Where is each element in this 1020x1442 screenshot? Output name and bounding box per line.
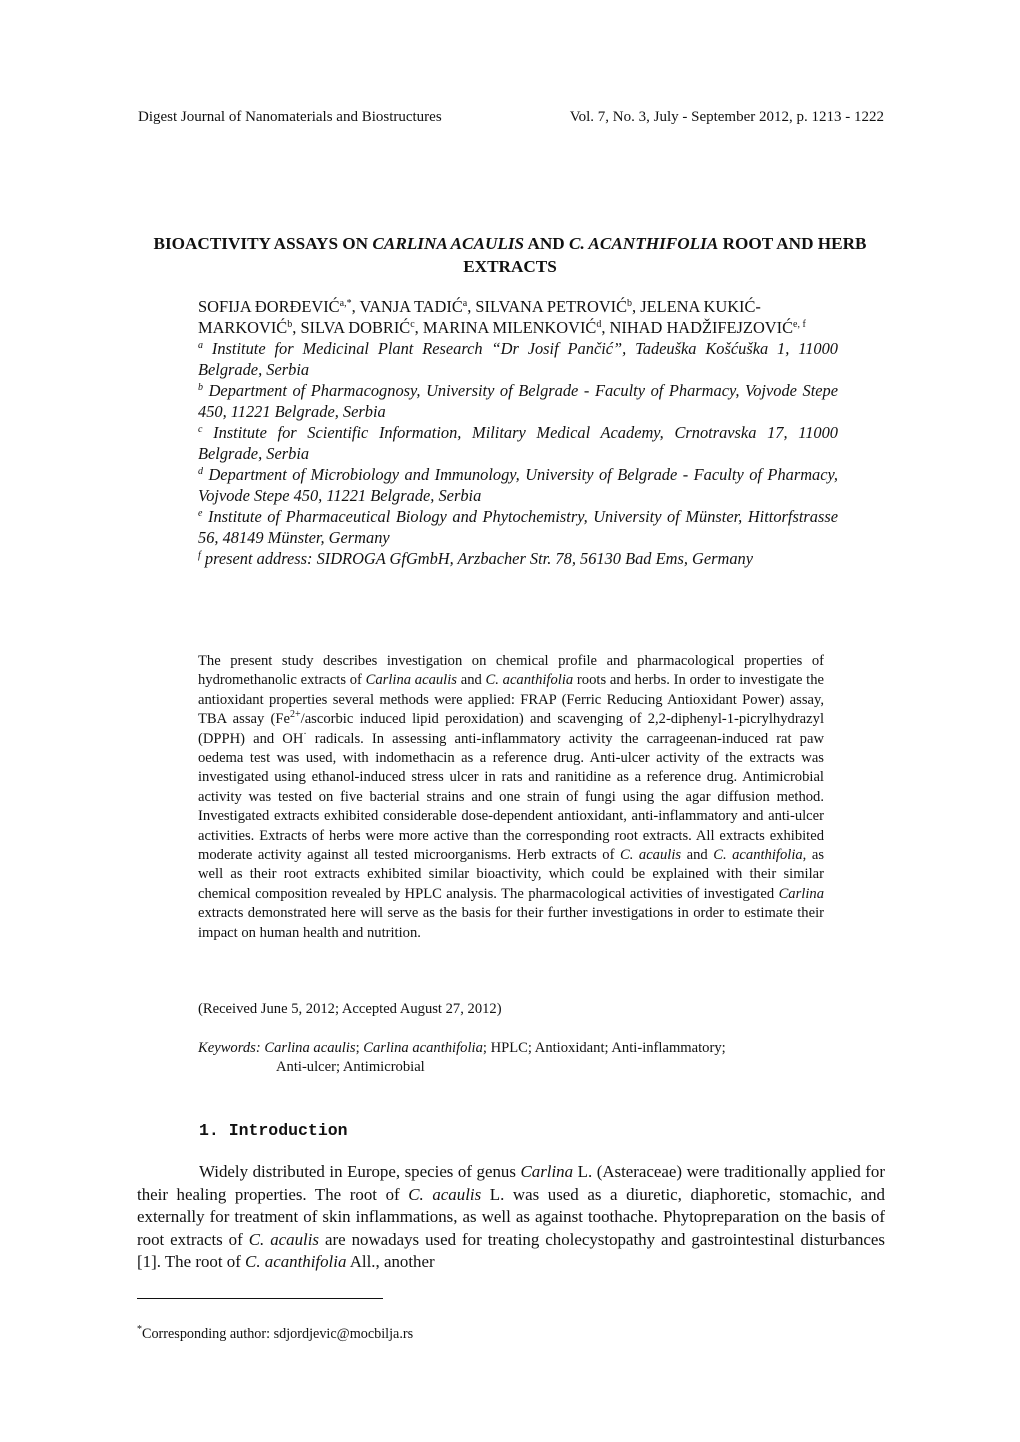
affiliation-b — [198, 380, 838, 422]
italic-text: C. acaulis — [408, 1184, 482, 1204]
affiliation-text: Institute for Medicinal Plant Research “Dr Josif Pančić”, Tadeuška Košćuška 1, 11000 Belgrade, Serbia — [198, 339, 838, 379]
text-segment: , JELENA KUKIĆ-MARKOVIĆ — [198, 297, 761, 337]
superscript: b — [287, 319, 293, 330]
superscript: a,* — [339, 298, 352, 309]
text-segment: BIOACTIVITY ASSAYS ON — [153, 234, 373, 253]
italic-text: C. acaulis — [619, 847, 682, 864]
author-list — [198, 296, 838, 338]
footnote-mark: * — [137, 1324, 142, 1335]
superscript: c — [410, 319, 415, 330]
introduction-paragraph — [137, 1161, 885, 1274]
italic-text: CARLINA ACAULIS — [372, 234, 525, 253]
affiliation-text: Institute for Scientific Information, Military Medical Academy, Crnotravska 17, 11000 Belgrade, Serbia — [198, 423, 838, 463]
volume-info: Vol. 7, No. 3, July - September 2012, p. 1213 - 1222 — [569, 109, 884, 125]
italic-text: C. acanthifolia — [245, 1252, 347, 1272]
text-segment: L. (Asteraceae) were traditionally applied for their healing properties. The root of — [137, 1162, 886, 1204]
affiliation-text: Institute of Pharmaceutical Biology and Phytochemistry, University of Münster, Hittorfstrasse 56, 48149 Münster, Germany — [198, 507, 838, 547]
text-segment: and — [681, 847, 714, 864]
text-segment: radicals. In assessing anti-inflammatory activity the carrageenan-induced rat paw oedema test was used, with indomethacin as a reference drug. Anti-ulcer activity of the extracts was investigated using ethanol-induced stress ulcer in rats and ranitidine as a reference drug. Antimicrobial activity was tested on five bacterial strains and one strain of fungi using the agar diffusion method. Investigated extracts exhibited considerable dose-dependent antioxidant, anti-inflammatory and anti-ulcer activities. Extracts of herbs were more active than the corresponding root extracts. All extracts exhibited moderate activity against all tested microorganisms. Herb extracts of — [198, 730, 824, 864]
italic-text: Carlina — [778, 885, 824, 902]
received-dates: (Received June 5, 2012; Accepted August 27, 2012) — [198, 1001, 502, 1017]
affiliation-e — [198, 506, 838, 548]
keywords-line-1 — [261, 1040, 726, 1056]
affiliation-c — [198, 422, 838, 464]
text-segment: L. was used as a diuretic, diaphoretic, stomachic, and externally for treatment of skin inflammations, as well as against toothache. Phytopreparation on the basis of root extracts of — [137, 1184, 885, 1249]
paper-title — [120, 232, 900, 278]
text-segment: , SILVANA PETROVIĆ — [467, 297, 628, 316]
text-segment: , MARINA MILENKOVIĆ — [414, 318, 597, 337]
affiliation-mark: f — [198, 550, 201, 561]
text-segment: , SILVA DOBRIĆ — [292, 318, 411, 337]
keywords — [198, 1039, 828, 1078]
italic-text: C. acaulis — [248, 1229, 319, 1249]
keywords-line-2: Anti-ulcer; Antimicrobial — [276, 1059, 425, 1076]
text-segment: All., another — [346, 1252, 435, 1272]
italic-text: C. acanthifolia — [713, 847, 803, 864]
affiliation-mark: a — [198, 340, 203, 351]
text-segment: AND — [524, 234, 569, 253]
italic-text: Carlina acaulis — [264, 1040, 356, 1056]
text-segment: extracts demonstrated here will serve as the basis for their further investigations in order to estimate their impact on human health and nutrition. — [198, 905, 824, 941]
author-block — [198, 296, 838, 569]
footnote-divider — [137, 1298, 383, 1299]
affiliation-mark: e — [198, 508, 203, 519]
journal-name: Digest Journal of Nanomaterials and Biostructures — [138, 109, 442, 125]
affiliation-mark: c — [198, 424, 203, 435]
text-segment: are nowadays used for treating cholecystopathy and gastrointestinal disturbances [1]. The root of — [137, 1229, 885, 1272]
italic-text: Carlina acaulis — [365, 672, 457, 689]
affiliation-text: Department of Microbiology and Immunology, University of Belgrade - Faculty of Pharmacy, Vojvode Stepe 450, 11221 Belgrade, Serbia — [198, 465, 838, 505]
text-segment: ROOT AND HERB EXTRACTS — [463, 234, 867, 276]
text-segment: /ascorbic induced lipid peroxidation) and scavenging of 2,2-diphenyl-1-picrylhydrazyl (DPPH) and OH — [198, 711, 824, 747]
keywords-label: Keywords: — [198, 1040, 261, 1056]
affiliation-text: present address: SIDROGA GfGmbH, Arzbacher Str. 78, 56130 Bad Ems, Germany — [200, 549, 754, 568]
italic-text: Carlina — [520, 1162, 574, 1181]
affiliation-d — [198, 464, 838, 506]
section-heading-introduction: 1. Introduction — [199, 1121, 348, 1140]
superscript: 2+ — [290, 709, 301, 721]
superscript: a — [462, 298, 468, 309]
affiliation-text: Department of Pharmacognosy, University of Belgrade - Faculty of Pharmacy, Vojvode Stepe 450, 11221 Belgrade, Serbia — [198, 381, 838, 421]
affiliation-a — [198, 338, 838, 380]
affiliation-mark: d — [198, 466, 203, 477]
abstract — [198, 652, 824, 943]
text-segment: SOFIJA ĐORĐEVIĆ — [198, 297, 340, 316]
affiliation-mark: b — [198, 382, 203, 393]
italic-text: C. ACANTHIFOLIA — [569, 234, 719, 253]
superscript: d — [596, 319, 602, 330]
footnote-text: Corresponding author: sdjordjevic@mocbilja.rs — [142, 1326, 414, 1342]
text-segment: and — [456, 672, 486, 689]
text-segment: , as well as their root extracts exhibited similar bioactivity, which could be explained with their similar chemical composition revealed by HPLC analysis. The pharmacological activities of investigated — [198, 847, 825, 902]
footnote — [137, 1326, 413, 1343]
text-segment: roots and herbs. In order to investigate the antioxidant properties several methods were applied: FRAP (Ferric Reducing Antioxidant Power) assay, TBA assay (Fe — [198, 672, 824, 728]
affiliation-f — [198, 548, 838, 569]
text-segment: , VANJA TADIĆ — [351, 297, 463, 316]
text-segment: ; — [355, 1040, 364, 1056]
text-segment: ; HPLC; Antioxidant; Anti-inflammatory; — [482, 1040, 726, 1056]
text-segment: , NIHAD HADŽIFEJZOVIĆ — [601, 318, 794, 337]
italic-text: C. acanthifolia — [485, 672, 574, 689]
superscript: e, f — [793, 319, 806, 330]
italic-text: Carlina acanthifolia — [363, 1040, 483, 1056]
text-segment: Widely distributed in Europe, species of genus — [199, 1162, 521, 1181]
superscript: · — [303, 728, 307, 740]
superscript: b — [627, 298, 633, 309]
affiliation-list — [198, 338, 838, 569]
text-segment: The present study describes investigation on chemical profile and pharmacological properties of hydromethanolic extracts of — [198, 653, 824, 689]
